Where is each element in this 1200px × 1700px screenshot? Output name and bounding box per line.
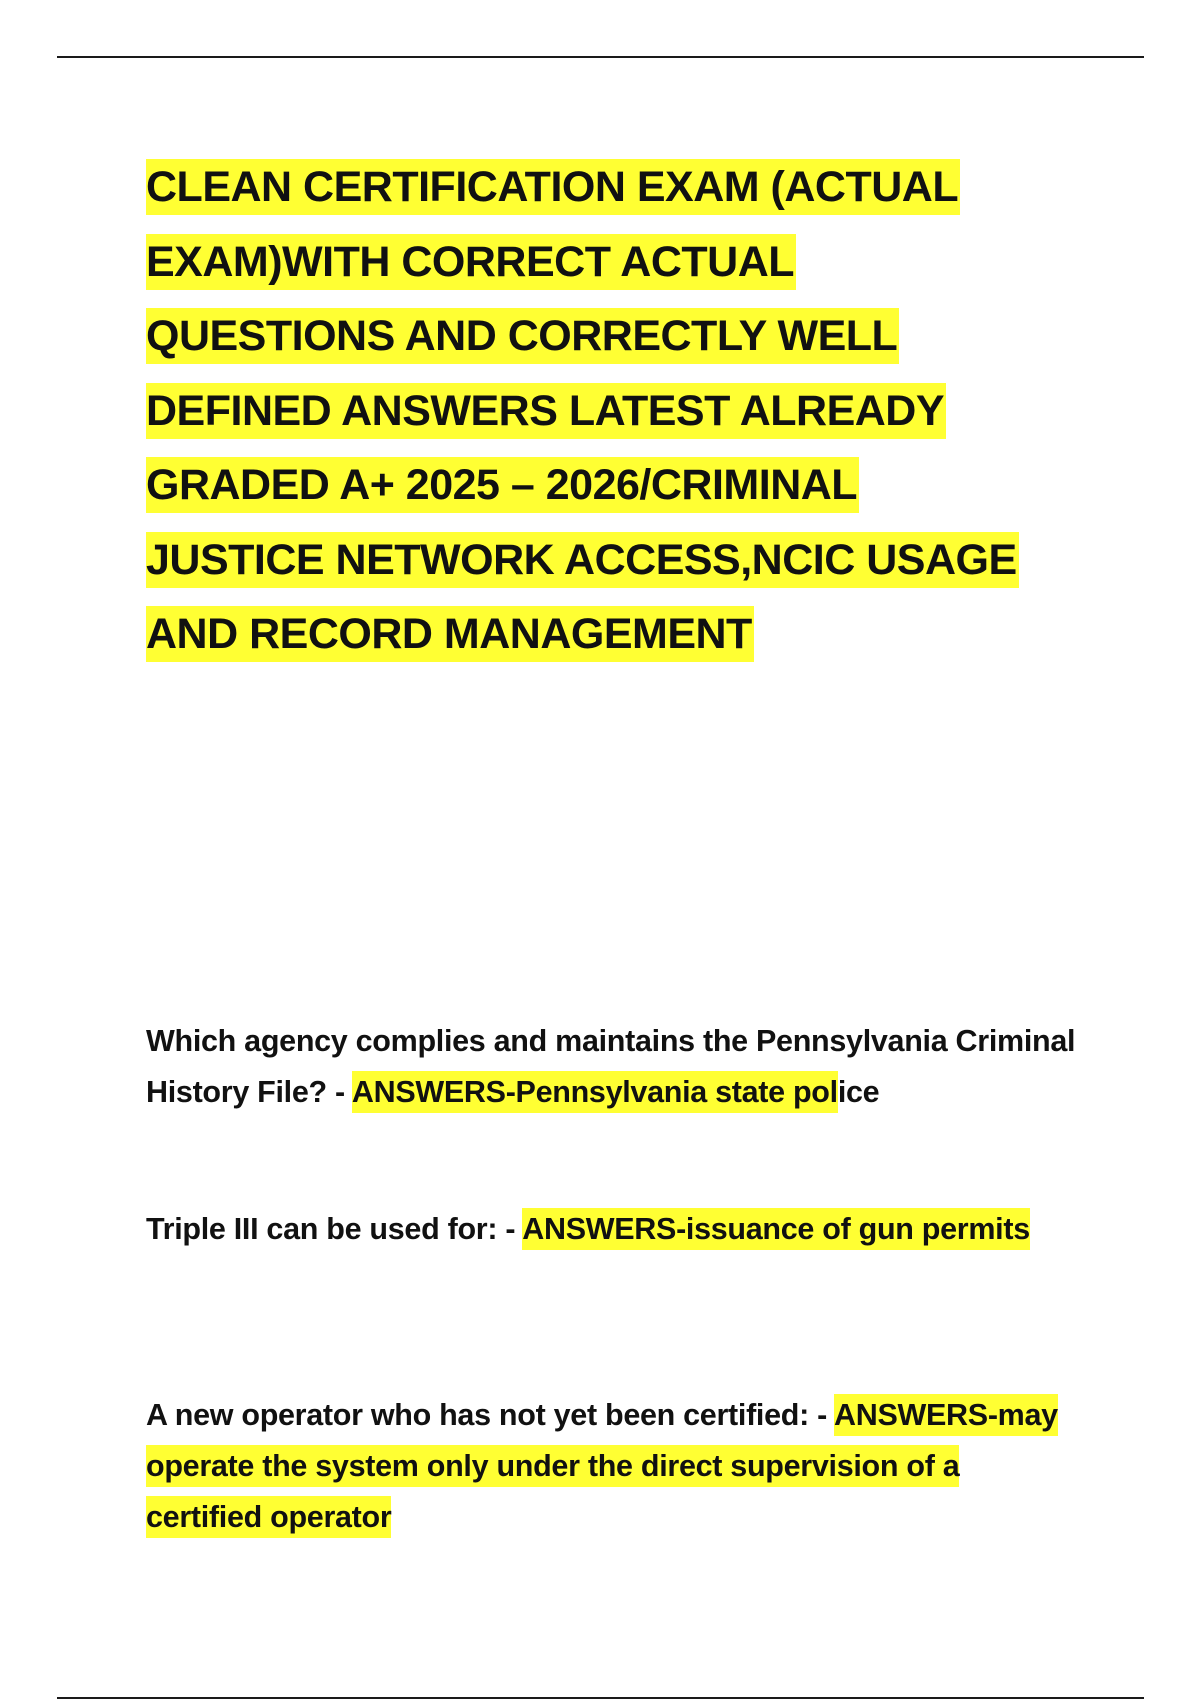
- answer-text: ANSWERS-may operate the system only under the direct supervision of a certified operator: [146, 1394, 1058, 1538]
- answer-text: ANSWERS-issuance of gun permits: [522, 1208, 1030, 1250]
- bottom-divider: [57, 1697, 1144, 1699]
- qa-item: [146, 1016, 1076, 1118]
- title-line: JUSTICE NETWORK ACCESS,NCIC USAGE: [146, 532, 1019, 588]
- top-divider: [57, 56, 1144, 58]
- question-text: Which agency complies and maintains the Pennsylvania Criminal History File? -: [146, 1024, 1076, 1109]
- title-line: AND RECORD MANAGEMENT: [146, 606, 754, 662]
- question-text: Triple III can be used for: -: [146, 1212, 523, 1246]
- question-text: A new operator who has not yet been certified: -: [146, 1398, 835, 1432]
- title-line: GRADED A+ 2025 – 2026/CRIMINAL: [146, 457, 859, 513]
- title-line: QUESTIONS AND CORRECTLY WELL: [146, 308, 899, 364]
- document-title: [146, 150, 1046, 672]
- qa-item: [146, 1204, 1076, 1255]
- title-line: CLEAN CERTIFICATION EXAM (ACTUAL: [146, 159, 960, 215]
- answer-text-rest: ice: [837, 1075, 880, 1109]
- qa-item: [146, 1390, 1076, 1543]
- title-line: DEFINED ANSWERS LATEST ALREADY: [146, 383, 946, 439]
- title-line: EXAM)WITH CORRECT ACTUAL: [146, 234, 796, 290]
- answer-text: ANSWERS-Pennsylvania state pol: [352, 1071, 838, 1113]
